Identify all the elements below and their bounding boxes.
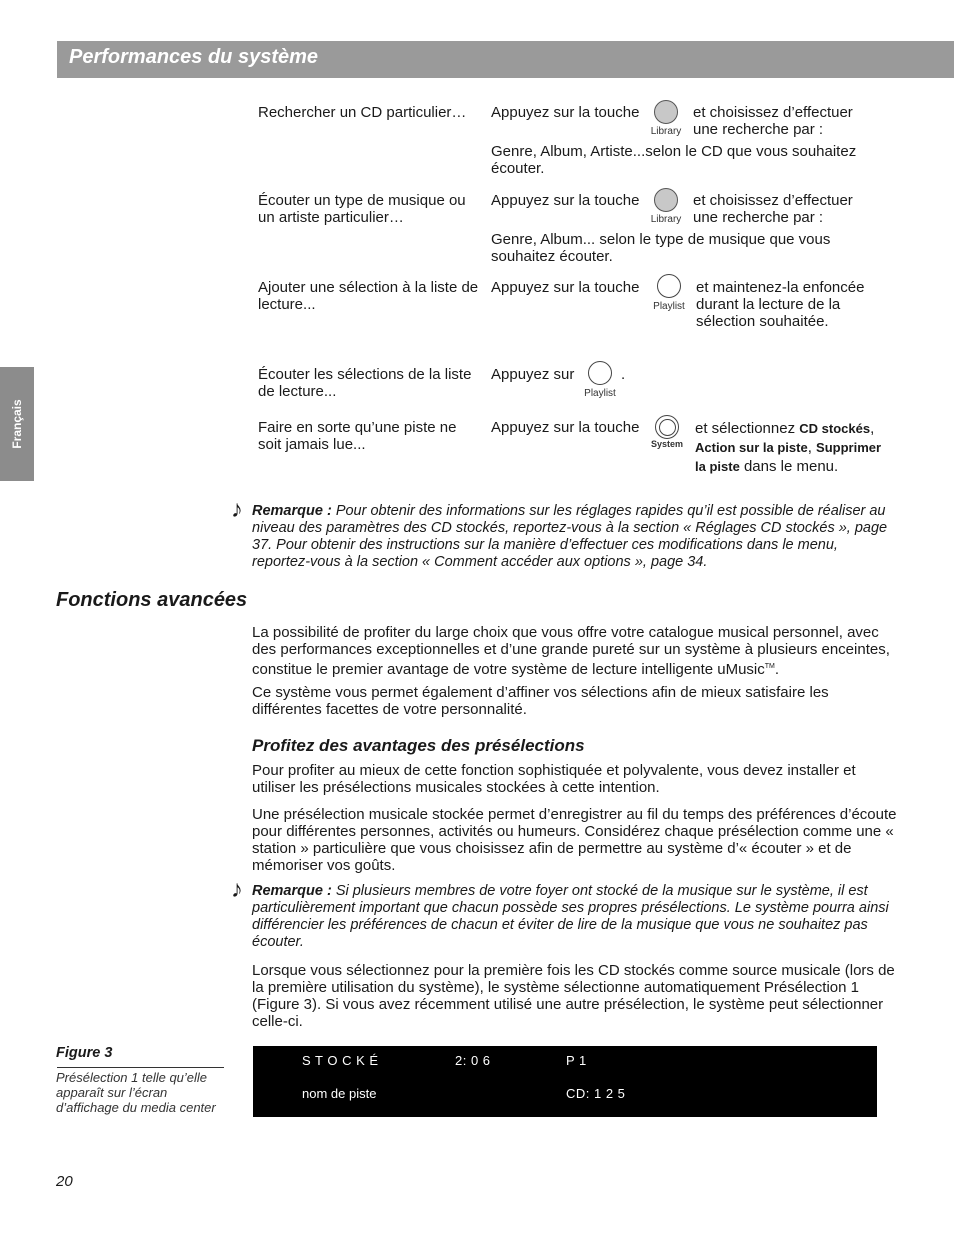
figure-caption: Présélection 1 telle qu’elle apparaît sur l’écran d’affichage du media center (56, 1070, 216, 1115)
instruction-text: . (621, 366, 626, 383)
button-label: Playlist (653, 301, 685, 312)
trademark-mark: TM (764, 663, 775, 670)
note-remarque (252, 883, 897, 951)
task-text: Ajouter une sélection à la liste de lecture... (258, 279, 479, 313)
button-label: Playlist (584, 388, 616, 399)
button-label: System (650, 439, 684, 449)
display-cd: CD: 1 2 5 (566, 1086, 626, 1101)
button-label: Library (650, 126, 682, 137)
display-track: nom de piste (302, 1086, 377, 1101)
music-note-icon: ♪ (231, 496, 243, 523)
instruction-suffix: dans le menu. (743, 458, 839, 475)
note-remarque (252, 503, 897, 571)
menu-option-supprimer-piste: Supprimer la piste (695, 440, 882, 474)
playlist-button-icon (588, 361, 612, 385)
note-label: Remarque : (252, 883, 332, 899)
library-button-icon (654, 100, 678, 124)
task-text: Faire en sorte qu’une piste ne soit jamais lue... (258, 419, 457, 453)
section-paragraph (252, 624, 897, 678)
language-side-tab (0, 367, 34, 481)
press-text: Appuyez sur (491, 366, 575, 383)
instruction-text: et maintenez-la enfoncée durant la lecture de la sélection souhaitée. (696, 279, 865, 330)
section-paragraph: Ce système vous permet également d’affiner vos sélections afin de mieux satisfaire les différentes facettes de votre personnalité. (252, 684, 829, 718)
press-text: Appuyez sur la touche (491, 279, 640, 296)
library-button-icon (654, 188, 678, 212)
note-text: Si plusieurs membres de votre foyer ont stocké de la musique sur le système, il est particulièrement important que chacun possède ses propres présélections. Le système pourra ainsi différencier les préférences de chacun et éviter de lire de la musique que vous ne souhaitez pas écouter. (252, 883, 889, 950)
press-text: Appuyez sur la touche (491, 192, 640, 209)
instruction-text: et choisissez d’effectuer une recherche par : (693, 104, 853, 138)
language-label: Français (10, 399, 24, 449)
menu-option-action-piste: Action sur la piste (695, 440, 808, 455)
note-label: Remarque : (252, 503, 332, 519)
task-text: Rechercher un CD particulier… (258, 104, 467, 121)
instruction-text (695, 419, 895, 476)
subsection-paragraph: Pour profiter au mieux de cette fonction sophistiquée et polyvalente, vous devez installer et utiliser les présélections musicales stockées à cette intention. (252, 762, 856, 796)
page-header-title: Performances du système (69, 46, 319, 68)
subsection-paragraph: Lorsque vous sélectionnez pour la première fois les CD stockés comme source musicale (lors de la première utilisation du système), le système sélectionne automatiquement Présélection 1 (Figure 3). Si vous avez récemment utilisé une autre présélection, le système peut sélectionner celle-ci. (252, 962, 895, 1030)
task-text: Écouter les sélections de la liste de lecture... (258, 366, 472, 400)
figure-rule (57, 1067, 224, 1068)
instruction-detail: Genre, Album... selon le type de musique que vous souhaitez écouter. (491, 231, 831, 265)
subsection-paragraph: Une présélection musicale stockée permet d’enregistrer au fil du temps des préférences d’écoute pour différentes personnes, activités ou humeurs. Considérez chaque présélection comme une « station » particulière que vous choisissez afin de permettre au système d’« écouter » et de mémoriser vos goûts. (252, 806, 897, 874)
separator: , (807, 439, 812, 456)
instruction-prefix: et sélectionnez (695, 420, 796, 437)
menu-option-cd-stockes: CD stockés (799, 421, 871, 436)
figure-title: Figure 3 (56, 1045, 113, 1061)
playlist-button-icon (657, 274, 681, 298)
instruction-text: et choisissez d’effectuer une recherche par : (693, 192, 853, 226)
display-source: S T O C K É (302, 1053, 379, 1068)
instruction-detail: Genre, Album, Artiste...selon le CD que vous souhaitez écouter. (491, 143, 857, 177)
display-preset: P 1 (566, 1053, 587, 1068)
button-label: Library (650, 214, 682, 225)
system-button-icon (655, 415, 679, 439)
subsection-title: Profitez des avantages des présélections (252, 736, 585, 755)
display-time: 2: 0 6 (455, 1053, 491, 1068)
music-note-icon: ♪ (231, 876, 243, 903)
task-text: Écouter un type de musique ou un artiste particulier… (258, 192, 466, 226)
section-title: Fonctions avancées (56, 589, 248, 611)
paragraph-text: La possibilité de profiter du large choix que vous offre votre catalogue musical personnel, avec des performances exceptionnelles et d’une grande pureté sur un système à plusieurs enceintes, constitue le premier avantage de votre système de lecture intelligente uMusic (252, 624, 890, 678)
page-number: 20 (56, 1173, 73, 1190)
press-text: Appuyez sur la touche (491, 419, 640, 436)
note-text: Pour obtenir des informations sur les réglages rapides qu’il est possible de réaliser au niveau des paramètres des CD stockés, reportez-vous à la section « Réglages CD stockés », page 37. Pour obtenir des instructions sur la manière d’effectuer ces modifications dans le menu, reportez-vous à la section « Comment accéder aux options », page 34. (252, 503, 888, 570)
paragraph-end: . (774, 661, 780, 678)
press-text: Appuyez sur la touche (491, 104, 640, 121)
separator: , (870, 420, 875, 437)
